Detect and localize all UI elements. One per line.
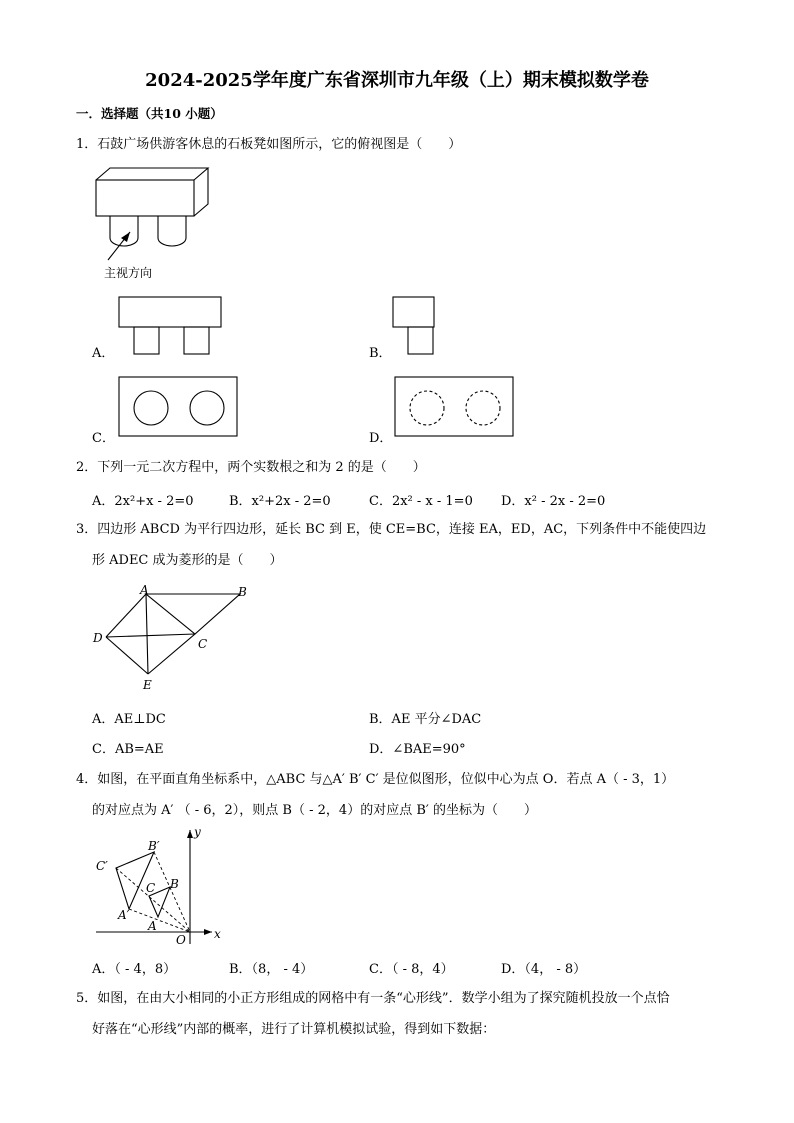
q3-label-d: D (93, 631, 103, 645)
q1-option-c[interactable]: C． (92, 431, 115, 446)
q4-axis-y-label: y (194, 825, 201, 839)
q1-option-d[interactable]: D． (369, 431, 393, 446)
question-5-stem-line1: 5．如图，在由大小相同的小正方形组成的网格中有一条“心形线”．数学小组为了探究随机投放一个点恰 (76, 991, 670, 1006)
question-1-stem: 1．石鼓广场供游客休息的石板凳如图所示，它的俯视图是（ ） (76, 137, 462, 152)
q3-label-e: E (143, 678, 152, 692)
q3-option-d[interactable]: D．∠BAE=90° (369, 742, 466, 757)
q3-option-c[interactable]: C．AB=AE (92, 742, 164, 757)
q1-option-b[interactable]: B． (369, 346, 392, 361)
q2-option-c[interactable]: C．2x² - x - 1=0 (369, 494, 473, 509)
q2-option-b[interactable]: B．x²+2x - 2=0 (229, 494, 331, 509)
q1-option-a[interactable]: A． (92, 346, 115, 361)
q3-label-a: A (140, 583, 149, 597)
q3-rhombus-figure (90, 584, 260, 694)
q3-option-a[interactable]: A．AE⊥DC (92, 712, 166, 727)
question-3-stem-line2: 形 ADEC 成为菱形的是（ ） (92, 553, 283, 568)
q4-origin-label: O (176, 933, 186, 947)
q4-option-c[interactable]: C．（ - 8，4） (369, 962, 454, 977)
q1-option-a-figure (118, 296, 223, 356)
q4-label-c-prime: C′ (96, 859, 108, 873)
q4-label-b: B (170, 877, 179, 891)
q1-option-c-figure (118, 376, 240, 438)
q1-option-b-figure (392, 296, 437, 356)
q4-axis-x-label: x (214, 927, 221, 941)
section-heading: 一．选择题（共10 小题） (76, 106, 223, 121)
q4-coordinate-figure (90, 822, 230, 952)
page-title: 2024-2025学年度广东省深圳市九年级（上）期末模拟数学卷 (145, 70, 649, 91)
q2-option-d[interactable]: D．x² - 2x - 2=0 (501, 494, 606, 509)
q4-label-b-prime: B′ (148, 839, 160, 853)
q2-option-a[interactable]: A．2x²+x - 2=0 (92, 494, 194, 509)
q4-option-a[interactable]: A．（ - 4，8） (92, 962, 177, 977)
q1-view-direction-label: 主视方向 (104, 266, 153, 280)
question-5-stem-line2: 好落在“心形线”内部的概率，进行了计算机模拟试验，得到如下数据： (92, 1022, 496, 1037)
question-2-stem: 2．下列一元二次方程中，两个实数根之和为 2 的是（ ） (76, 460, 426, 475)
q4-option-b[interactable]: B．（8， - 4） (229, 962, 314, 977)
q4-label-c: C (146, 881, 156, 895)
q1-option-d-figure (394, 376, 516, 438)
q4-option-d[interactable]: D．（4， - 8） (501, 962, 587, 977)
q4-label-a-prime: A′ (118, 908, 130, 922)
q3-option-b[interactable]: B．AE 平分∠DAC (369, 712, 482, 727)
q3-label-b: B (238, 585, 247, 599)
question-3-stem-line1: 3．四边形 ABCD 为平行四边形，延长 BC 到 E，使 CE=BC，连接 EA，ED，AC，下列条件中不能使四边 (76, 522, 707, 537)
q3-label-c: C (198, 637, 208, 651)
q4-label-a: A (148, 919, 157, 933)
question-4-stem-line1: 4．如图，在平面直角坐标系中，△ABC 与△A′ B′ C′ 是位似图形，位似中心为点 O．若点 A（ - 3，1） (76, 772, 675, 787)
question-4-stem-line2: 的对应点为 A′ （ - 6，2），则点 B（ - 2，4）的对应点 B′ 的坐标为（ ） (92, 803, 537, 818)
